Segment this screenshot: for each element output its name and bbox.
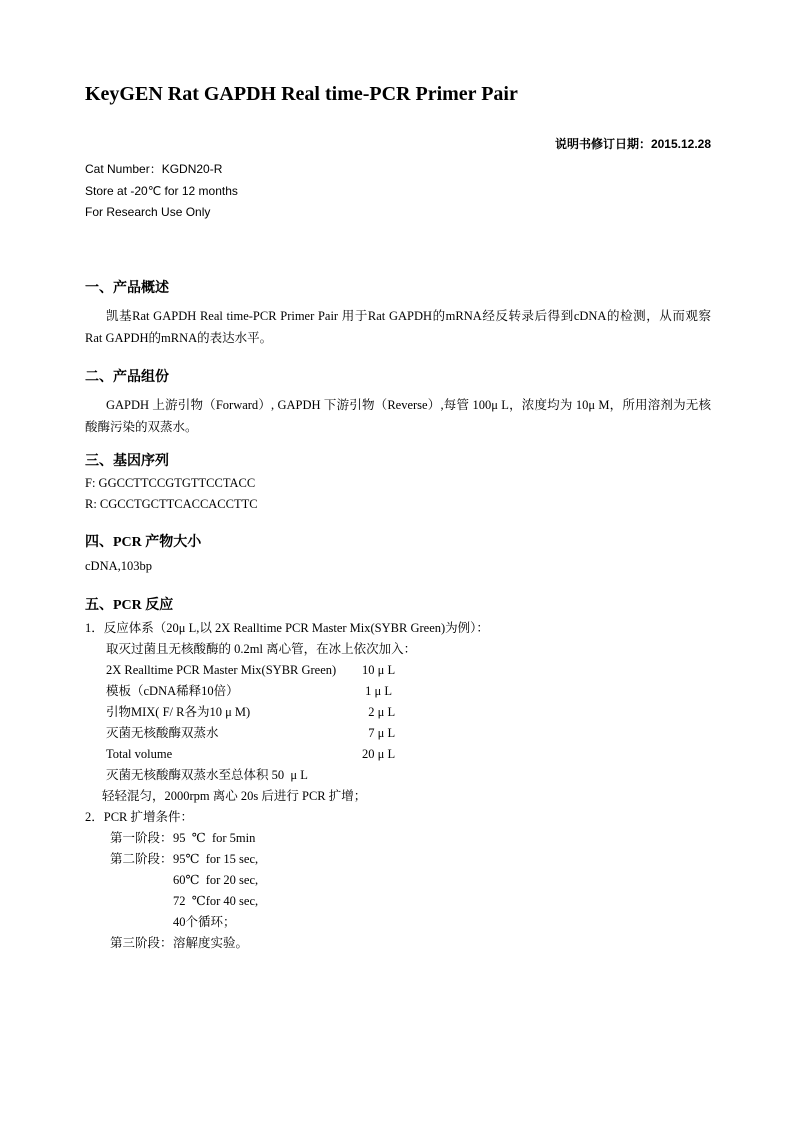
reagent-name: 引物MIX( F/ R各为10 μ M) bbox=[106, 704, 251, 719]
reagent-row bbox=[85, 744, 711, 765]
section-product-components bbox=[85, 370, 711, 438]
section-gene-sequence bbox=[85, 454, 711, 515]
pcr-stage-row bbox=[85, 912, 711, 933]
product-size-value: cDNA,103bp bbox=[85, 558, 153, 573]
reagent-name: 2X Realltime PCR Master Mix(SYBR Green) bbox=[106, 662, 337, 677]
stage-condition: 40个循环； bbox=[173, 914, 236, 929]
pcr-stage-row bbox=[85, 849, 711, 870]
section-heading-sequence: 三、基因序列 bbox=[85, 453, 169, 469]
stage-condition: 溶解度实验。 bbox=[173, 935, 249, 950]
section-heading-components: 二、产品组份 bbox=[85, 369, 169, 385]
stage-label-spacer bbox=[110, 870, 173, 891]
reagent-row bbox=[85, 723, 711, 744]
reagent-name: Total volume bbox=[106, 746, 173, 761]
reagent-name: 灭菌无核酸酶双蒸水 bbox=[106, 725, 219, 740]
reaction-system-title: 1．反应体系（20μ L,以 2X Realltime PCR Master Mix(SYBR Green)为例）： bbox=[85, 620, 489, 635]
forward-primer-sequence: F: GGCCTTCCGTGTTCCTACC bbox=[85, 475, 256, 490]
section-heading-overview: 一、产品概述 bbox=[85, 280, 169, 296]
reagent-row bbox=[85, 681, 711, 702]
amplification-conditions-title: 2．PCR 扩增条件： bbox=[85, 809, 194, 824]
pcr-stage-row bbox=[85, 891, 711, 912]
page-title: KeyGEN Rat GAPDH Real time-PCR Primer Pair bbox=[85, 83, 518, 105]
overview-paragraph: 凯基Rat GAPDH Real time-PCR Primer Pair 用于Rat GAPDH的mRNA经反转录后得到cDNA的检测，从而观察Rat GAPDH的mRNA的表达水平。 bbox=[85, 308, 711, 345]
stage-label-spacer bbox=[110, 891, 173, 912]
reagent-row bbox=[85, 660, 711, 681]
stage-label: 第三阶段： bbox=[110, 935, 173, 950]
section-product-overview bbox=[85, 281, 711, 349]
stage-condition: 72 ℃for 40 sec, bbox=[173, 893, 259, 908]
volume-topup-note: 灭菌无核酸酶双蒸水至总体积 50 μ L bbox=[106, 767, 308, 782]
stage-condition: 95℃ for 15 sec, bbox=[173, 851, 259, 866]
reagent-volume: 10 μ L bbox=[362, 662, 396, 677]
reagent-name: 模板（cDNA稀释10倍） bbox=[106, 683, 239, 698]
usage-statement: For Research Use Only bbox=[85, 205, 211, 219]
stage-label: 第二阶段： bbox=[110, 851, 173, 866]
reagent-volume: 20 μ L bbox=[362, 746, 396, 761]
product-info-block bbox=[85, 159, 711, 224]
pcr-reaction-block bbox=[85, 618, 711, 954]
mixing-note: 轻轻混匀，2000rpm 离心 20s 后进行 PCR 扩增； bbox=[102, 788, 367, 803]
sequence-block bbox=[85, 473, 711, 515]
section-pcr-reaction bbox=[85, 598, 711, 954]
reagent-row bbox=[85, 702, 711, 723]
components-paragraph: GAPDH 上游引物（Forward）, GAPDH 下游引物（Reverse）,每管 100μ L，浓度均为 10μ M，所用溶剂为无核酸酶污染的双蒸水。 bbox=[85, 397, 711, 434]
reagent-volume: 7 μ L bbox=[362, 725, 396, 740]
section-heading-product-size: 四、PCR 产物大小 bbox=[85, 534, 202, 550]
section-pcr-product-size bbox=[85, 535, 711, 577]
pcr-stage-row bbox=[85, 828, 711, 849]
section-heading-pcr-reaction: 五、PCR 反应 bbox=[85, 597, 174, 613]
reagent-volume: 2 μ L bbox=[362, 704, 396, 719]
reverse-primer-sequence: R: CGCCTGCTTCACCACCTTC bbox=[85, 496, 258, 511]
stage-label: 第一阶段： bbox=[110, 830, 173, 845]
revision-date: 说明书修订日期：2015.12.28 bbox=[554, 137, 711, 151]
storage-condition: Store at -20℃ for 12 months bbox=[85, 183, 238, 198]
pcr-stage-row bbox=[85, 933, 711, 954]
stage-label-spacer bbox=[110, 912, 173, 933]
cat-number: Cat Number：KGDN20-R bbox=[85, 162, 223, 176]
stage-condition: 60℃ for 20 sec, bbox=[173, 872, 259, 887]
pcr-stage-row bbox=[85, 870, 711, 891]
reagent-volume: 1 μ L bbox=[362, 683, 392, 698]
reaction-system-instruction: 取灭过菌且无核酸酶的 0.2ml 离心管，在冰上依次加入： bbox=[106, 641, 417, 656]
stage-condition: 95 ℃ for 5min bbox=[173, 830, 256, 845]
